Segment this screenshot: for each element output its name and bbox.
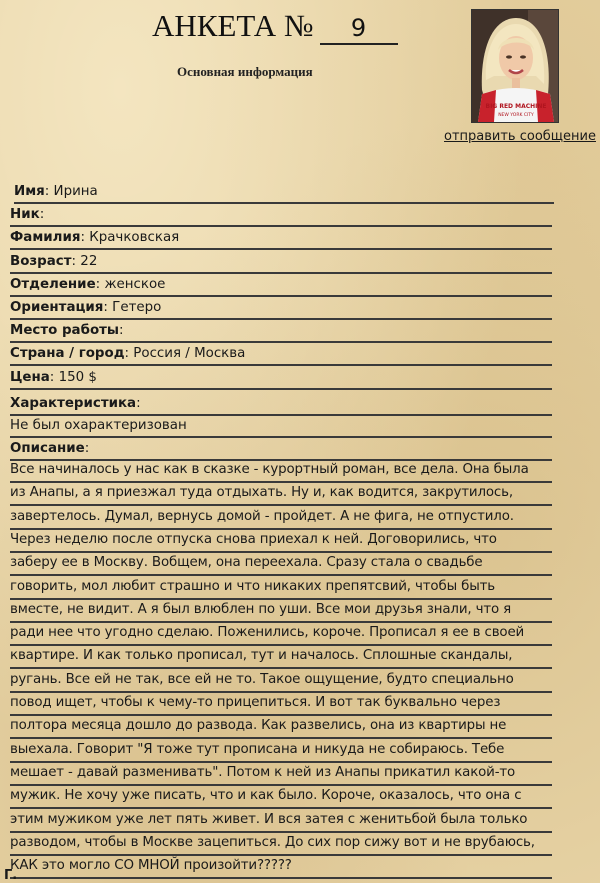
field-label: Ник — [10, 207, 40, 222]
description-line: квартире. И как только прописал, тут и началось. Сплошные скандалы, — [10, 646, 552, 669]
svg-text:BIG RED MACHINE: BIG RED MACHINE — [485, 103, 547, 110]
corner-mark: Г. — [4, 868, 18, 883]
field-value: Ирина — [53, 184, 98, 199]
field-label: Место работы — [10, 323, 120, 338]
field-nick: Ник: — [10, 205, 552, 227]
avatar — [472, 10, 558, 122]
field-characteristic-value — [10, 416, 552, 438]
field-workplace: Место работы: — [10, 321, 552, 343]
field-age: Возраст: 22 — [10, 252, 552, 274]
description-line: заберу ее в Москву. Вобщем, она переехала. Сразу стала о свадьбе — [10, 553, 552, 576]
field-value: Не был охарактеризован — [10, 418, 187, 433]
field-value: женское — [104, 277, 166, 292]
field-label: Ориентация — [10, 300, 104, 315]
description-line: вместе, не видит. А я был влюблен по уши. Все мои друзья знали, что я — [10, 600, 552, 623]
field-label: Описание — [10, 441, 85, 456]
description-line: говорить, мол любит страшно и что никаких препятсвий, чтобы быть — [10, 577, 552, 600]
description-line: мужик. Не хочу уже писать, что и как было. Короче, оказалось, что она с — [10, 786, 552, 809]
field-value: 150 $ — [58, 370, 97, 385]
description-line: этим мужиком уже лет пять живет. И вся затея с женитьбой была только — [10, 810, 552, 833]
field-label: Страна / город — [10, 346, 125, 361]
field-value: Гетеро — [112, 300, 162, 315]
form-number: 9 — [320, 13, 398, 45]
field-department: Отделение: женское — [10, 275, 552, 297]
field-label: Фамилия — [10, 230, 81, 245]
field-label: Характеристика — [10, 396, 137, 411]
description-line: мешает - давай разменивать". Потом к ней из Анапы прикатил какой-то — [10, 763, 552, 786]
send-message-link[interactable]: отправить сообщение — [444, 129, 596, 144]
description-line: Все начиналось у нас как в сказке - курортный роман, все дела. Она была — [10, 460, 552, 483]
description-line: ради нее что угодно сделаю. Поженились, короче. Прописал я ее в своей — [10, 623, 552, 646]
field-value: Россия / Москва — [133, 346, 246, 361]
description-line: КАК это могло СО МНОЙ произойти????? — [10, 856, 552, 879]
field-orientation: Ориентация: Гетеро — [10, 298, 552, 320]
field-label: Отделение — [10, 277, 96, 292]
title-text: АНКЕТА № — [152, 8, 314, 43]
description-line: ругань. Все ей не так, все ей не то. Такое ощущение, будто специально — [10, 670, 552, 693]
svg-text:NEW YORK CITY: NEW YORK CITY — [498, 113, 534, 118]
description-line: Через неделю после отпуска снова приехал к ней. Договорились, что — [10, 530, 552, 553]
field-location: Страна / город: Россия / Москва — [10, 344, 552, 366]
field-description-label: Описание: — [10, 439, 552, 461]
field-characteristic-label: Характеристика: — [10, 394, 552, 416]
description-line: полтора месяца дошло до развода. Как развелись, она из квартиры не — [10, 716, 552, 739]
profile-photo — [471, 9, 559, 123]
description-line: повод ищет, чтобы к чему-то прицепиться. И вот так буквально через — [10, 693, 552, 716]
section-subtitle: Основная информация — [177, 64, 313, 79]
field-label: Возраст — [10, 254, 72, 269]
field-value: 22 — [80, 254, 98, 269]
description-line: разводом, чтобы в Москве зацепиться. До сих пор сижу вот и не врубаюсь, — [10, 833, 552, 856]
field-surname: Фамилия: Крачковская — [10, 228, 552, 250]
page-title — [152, 8, 398, 45]
description-line: выехала. Говорит "Я тоже тут прописана и никуда не собираюсь. Тебе — [10, 740, 552, 763]
field-name: Имя: Ирина — [14, 182, 554, 204]
field-value: Крачковская — [89, 230, 180, 245]
field-price: Цена: 150 $ — [10, 368, 552, 390]
description-line: из Анапы, а я приезжал туда отдыхать. Ну и, как водится, закрутилось, — [10, 483, 552, 506]
field-label: Имя — [14, 184, 45, 199]
description-line: завертелось. Думал, вернусь домой - пройдет. А не фига, не отпустило. — [10, 507, 552, 530]
field-label: Цена — [10, 370, 50, 385]
